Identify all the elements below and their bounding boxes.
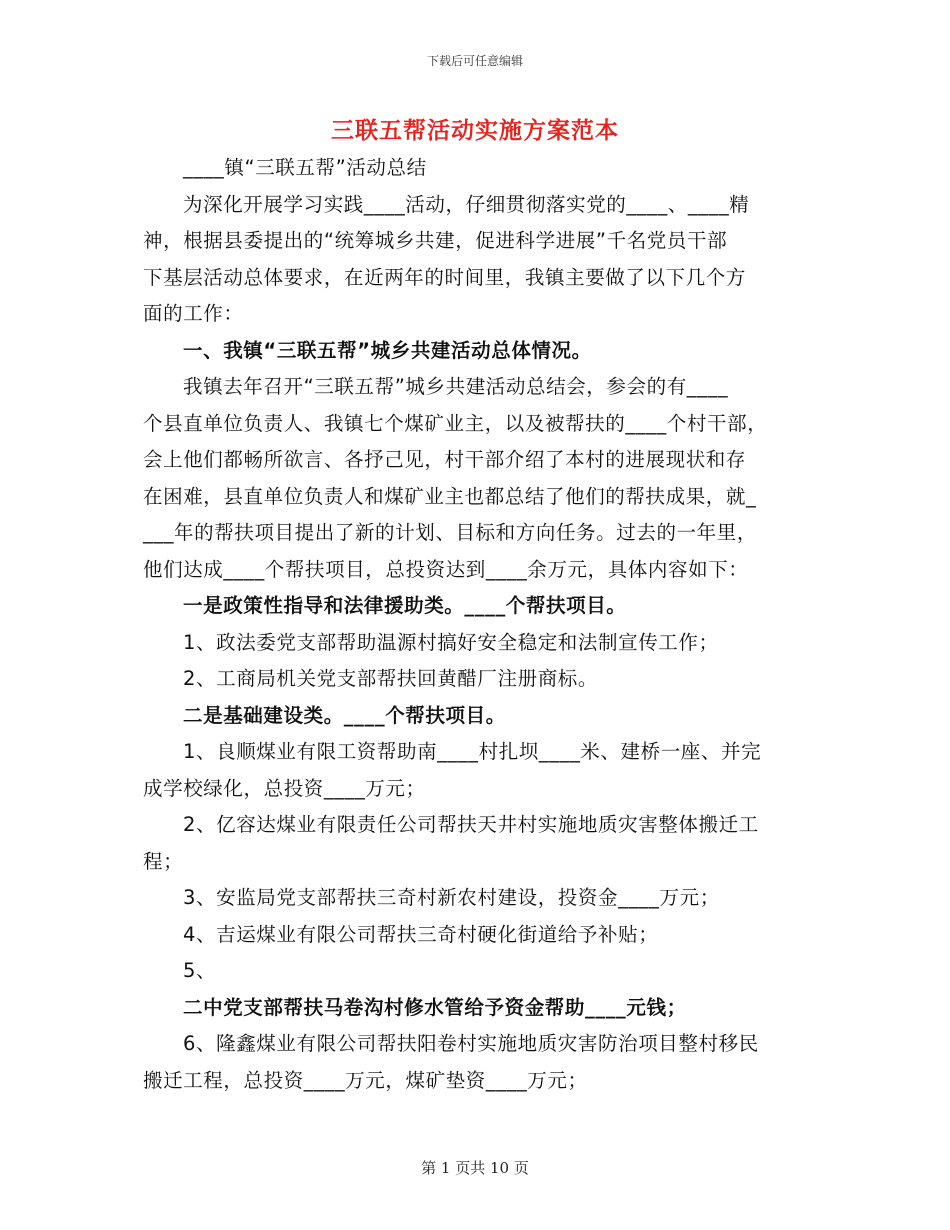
body-line: 他们达成____个帮扶项目，总投资达到____余万元，具体内容如下： [143,557,749,581]
list-item-continuation: 程； [143,849,184,873]
body-line: 个县直单位负责人、我镇七个煤矿业主，以及被帮扶的____个村干部， [143,411,768,435]
body-line: 神，根据县委提出的“统筹城乡共建，促进科学进展”千名党员干部 [143,229,728,252]
list-item: 1、政法委党支部帮助温源村搞好安全稳定和法制宣传工作； [183,630,719,654]
body-line: ____镇“三联五帮”活动总结 [183,156,427,179]
list-item: 2、亿容达煤业有限责任公司帮扶天井村实施地质灾害整体搬迁工 [183,813,759,836]
list-item: 2、工商局机关党支部帮扶回黄醋厂注册商标。 [183,667,599,690]
list-item: 5、 [183,959,217,982]
document-title: 三联五帮活动实施方案范本 [331,118,619,144]
body-line: 下基层活动总体要求，在近两年的时间里，我镇主要做了以下几个方 [143,265,747,289]
list-item: 6、隆鑫煤业有限公司帮扶阳卷村实施地质灾害防治项目整村移民 [183,1032,759,1055]
subsection-heading: 一是政策性指导和法律援助类。____个帮扶项目。 [183,594,627,617]
list-item: 4、吉运煤业有限公司帮扶三奇村硬化街道给予补贴； [183,922,659,946]
list-item: 1、良顺煤业有限工资帮助南____村扎坝____米、建桥一座、并完 [183,740,762,763]
section-heading: 一、我镇“三联五帮”城乡共建活动总体情况。 [183,338,592,362]
list-item-continuation: 搬迁工程，总投资____万元，煤矿垫资____万元； [143,1068,588,1092]
body-line: 为深化开展学习实践____活动，仔细贯彻落实党的____、____精 [183,192,750,216]
body-line: 面的工作： [143,302,244,325]
list-item-continuation: 成学校绿化，总投资____万元； [143,776,426,800]
document-body [143,150,808,1099]
body-line: 在困难，县直单位负责人和煤矿业主也都总结了他们的帮扶成果，就_ [143,484,757,508]
body-line: ___年的帮扶项目提出了新的计划、目标和方向任务。过去的一年里， [143,521,757,544]
page-footer: 第 1 页共 10 页 [421,1159,529,1177]
page-header-note: 下载后可任意编辑 [426,54,523,68]
bold-list-line: 二中党支部帮扶马卷沟村修水管给予资金帮助____元钱； [183,995,687,1019]
subsection-heading: 二是基础建设类。____个帮扶项目。 [183,703,506,727]
body-line: 会上他们都畅所欲言、各抒己见，村干部介绍了本村的进展现状和存 [143,448,747,471]
list-item: 3、安监局党支部帮扶三奇村新农村建设，投资金____万元； [183,886,720,909]
body-line: 我镇去年召开“三联五帮”城乡共建活动总结会，参会的有____ [183,375,729,398]
